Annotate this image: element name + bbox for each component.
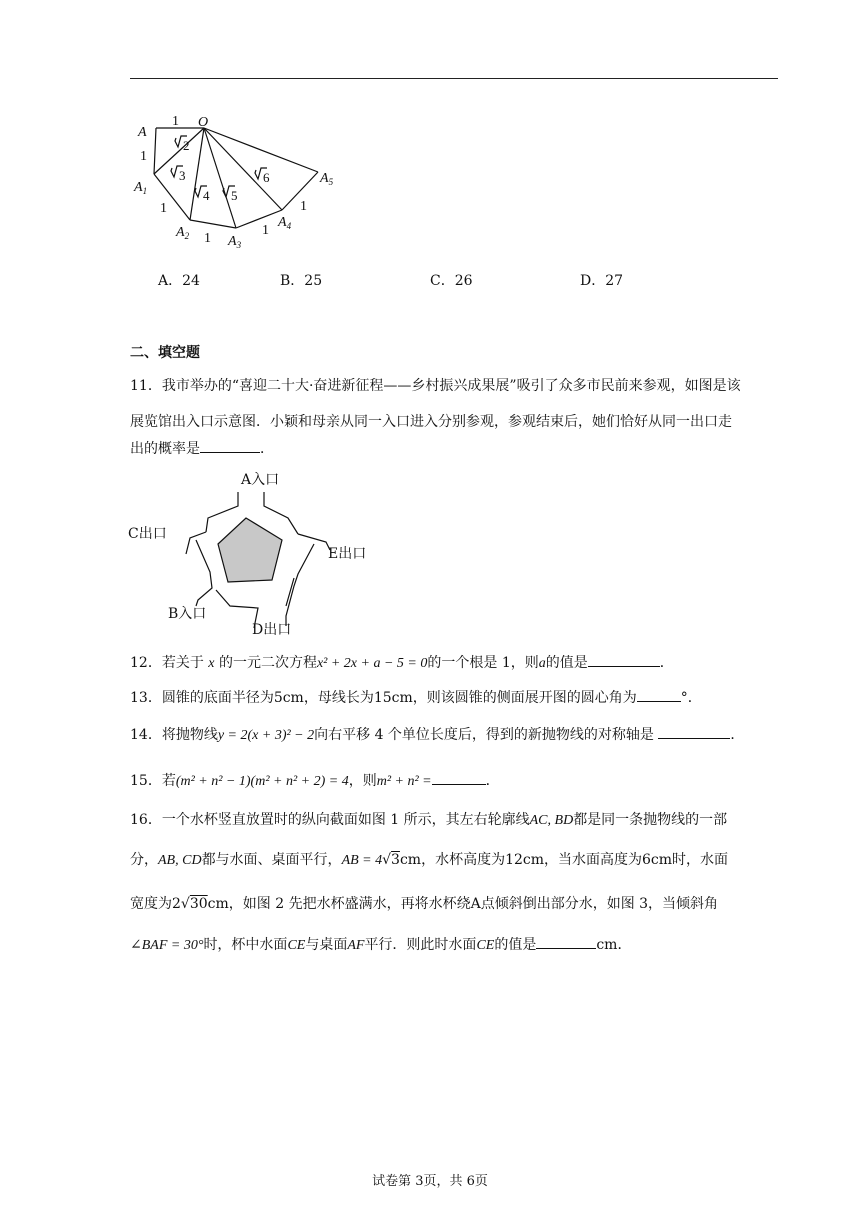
q16-line2: 分，AB, CD都与水面、桌面平行，AB = 4√3cm，水杯高度为12cm，当水面高度为6cm时，水面 <box>130 852 729 868</box>
page-footer: 试卷第 3页，共 6页 <box>372 1174 488 1189</box>
label-c-exit: C出口 <box>128 526 167 542</box>
label-sqrt6: 6 <box>263 170 270 185</box>
q11-line1: 11．我市举办的“喜迎二十大·奋进新征程——乡村振兴成果展”吸引了众多市民前来参观，如图是该 <box>130 378 741 394</box>
label-left-one: 1 <box>140 149 147 164</box>
label-O: O <box>198 115 209 130</box>
label-sqrt5: 5 <box>231 188 238 203</box>
label-sqrt3: 3 <box>179 168 186 183</box>
label-A4: $A_4$ <box>278 215 292 231</box>
q15: 15．若(m² + n² − 1)(m² + n² + 2) = 4，则m² + n² = ． <box>130 770 500 792</box>
q12: 12．若关于 x 的一元二次方程x² + 2x + a − 5 = 0的一个根是 1，则a的值是 ． <box>130 652 674 674</box>
header-rule <box>130 78 778 79</box>
label-one-a4a5: 1 <box>300 199 307 214</box>
spiral-triangles-figure <box>128 112 360 252</box>
q11-line3: 出的概率是 ． <box>130 438 274 459</box>
label-one-a1a2: 1 <box>160 201 167 216</box>
label-A2: $A_2$ <box>176 225 190 241</box>
choice-c: C．26 <box>430 273 473 289</box>
label-a-entrance: A入口 <box>241 472 280 488</box>
label-one-a3a4: 1 <box>262 223 269 238</box>
label-A: A <box>138 125 147 140</box>
label-sqrt4: 4 <box>203 188 210 203</box>
label-top-one: 1 <box>172 114 179 129</box>
label-A3: $A_3$ <box>228 234 242 250</box>
q16-line3: 宽度为2√30cm，如图 2 先把水杯盛满水，再将水杯绕A点倾斜倒出部分水，如图 3，当倾斜角 <box>130 896 719 912</box>
choice-b: B．25 <box>280 273 323 289</box>
label-A1: $A_1$ <box>134 180 148 196</box>
choice-d: D．27 <box>580 273 624 289</box>
exhibition-hall-figure <box>126 466 386 644</box>
label-d-exit: D出口 <box>252 622 292 638</box>
choice-a: A．24 <box>158 273 200 289</box>
label-one-a2a3: 1 <box>204 231 211 246</box>
label-b-entrance: B入口 <box>168 606 207 622</box>
q16-line1: 16．一个水杯竖直放置时的纵向截面如图 1 所示，其左右轮廓线AC, BD都是同一条抛物线的一部 <box>130 812 728 828</box>
label-e-exit: E出口 <box>328 546 367 562</box>
section-title: 二、填空题 <box>130 345 200 361</box>
q14: 14．将抛物线y = 2(x + 3)² − 2向右平移 4 个单位长度后，得到的新抛物线的对称轴是 ． <box>130 724 744 746</box>
label-A5: $A_5$ <box>320 171 334 187</box>
q16-line4: ∠BAF = 30°时，杯中水面CE与桌面AF平行．则此时水面CE的值是 cm． <box>130 934 631 956</box>
q11-line2: 展览馆出入口示意图．小颖和母亲从同一入口进入分别参观，参观结束后，她们恰好从同一出口走 <box>130 414 732 430</box>
q13: 13．圆锥的底面半径为5cm，母线长为15cm，则该圆锥的侧面展开图的圆心角为 °． <box>130 687 702 708</box>
label-sqrt2: 2 <box>183 138 190 153</box>
